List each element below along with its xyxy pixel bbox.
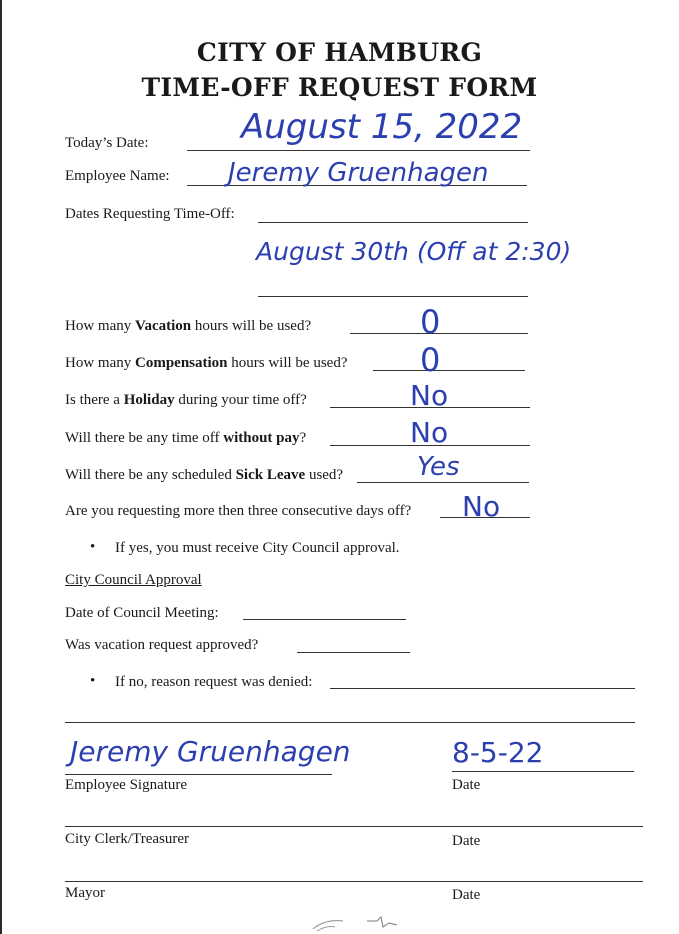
mayor-signature-label: Mayor	[65, 885, 105, 901]
clerk-date-label: Date	[452, 833, 481, 849]
form-title-line2: TIME-OFF REQUEST FORM	[141, 73, 538, 102]
page-left-border	[0, 0, 2, 934]
answer-vacation-hours[interactable]: 0	[420, 303, 441, 341]
council-approval-heading: City Council Approval	[65, 572, 202, 588]
dates-requesting-line2	[258, 296, 528, 297]
employee-date-line	[452, 771, 634, 772]
pen-scribble-mark	[305, 915, 425, 934]
answer-without-pay[interactable]: No	[410, 416, 449, 449]
council-meeting-date-label: Date of Council Meeting:	[65, 605, 219, 621]
question-holiday: Is there a Holiday during your time off?	[65, 392, 307, 408]
clerk-signature-label: City Clerk/Treasurer	[65, 831, 190, 847]
employee-name-label: Employee Name:	[65, 168, 170, 184]
mayor-date-label: Date	[452, 887, 481, 903]
mayor-signature-line[interactable]	[65, 881, 643, 882]
denial-reason-line2[interactable]	[65, 722, 635, 723]
answer-compensation-hours[interactable]: 0	[420, 341, 441, 379]
denial-reason-line1[interactable]	[330, 688, 635, 689]
dates-requesting-line1	[258, 222, 528, 223]
form-title-line1: CITY OF HAMBURG	[196, 38, 483, 67]
question-sick-leave: Will there be any scheduled Sick Leave used?	[65, 467, 344, 483]
vacation-approved-label: Was vacation request approved?	[65, 637, 259, 653]
question-vacation-hours: How many Vacation hours will be used?	[65, 318, 312, 334]
answer-line-sick-leave	[357, 482, 529, 483]
dates-requesting-label: Dates Requesting Time-Off:	[65, 206, 235, 222]
employee-signature-line	[65, 774, 332, 775]
todays-date-label: Today’s Date:	[65, 135, 149, 151]
answer-consecutive-days[interactable]: No	[462, 490, 501, 523]
bullet-dot: •	[90, 539, 96, 555]
council-meeting-date-line[interactable]	[243, 619, 406, 620]
question-compensation-hours: How many Compensation hours will be used?	[65, 355, 348, 371]
employee-date-value[interactable]: 8-5-22	[452, 736, 544, 769]
denial-reason-label: If no, reason request was denied:	[115, 674, 313, 690]
question-consecutive-days: Are you requesting more then three consecutive days off?	[65, 503, 412, 519]
todays-date-value[interactable]: August 15, 2022	[241, 107, 523, 147]
question-without-pay: Will there be any time off without pay?	[65, 430, 307, 446]
vacation-approved-line[interactable]	[297, 652, 410, 653]
bullet-dot: •	[90, 673, 96, 689]
employee-signature-value[interactable]: Jeremy Gruenhagen	[70, 735, 351, 768]
answer-holiday[interactable]: No	[410, 379, 449, 412]
clerk-signature-line[interactable]	[65, 826, 643, 827]
employee-signature-label: Employee Signature	[65, 777, 188, 793]
employee-name-value[interactable]: Jeremy Gruenhagen	[228, 158, 489, 188]
answer-sick-leave[interactable]: Yes	[417, 452, 460, 482]
dates-requesting-value[interactable]: August 30th (Off at 2:30)	[256, 237, 572, 266]
todays-date-line	[187, 150, 530, 151]
answer-line-compensation	[373, 370, 525, 371]
council-approval-note: If yes, you must receive City Council approval.	[115, 540, 400, 556]
employee-date-label: Date	[452, 777, 481, 793]
